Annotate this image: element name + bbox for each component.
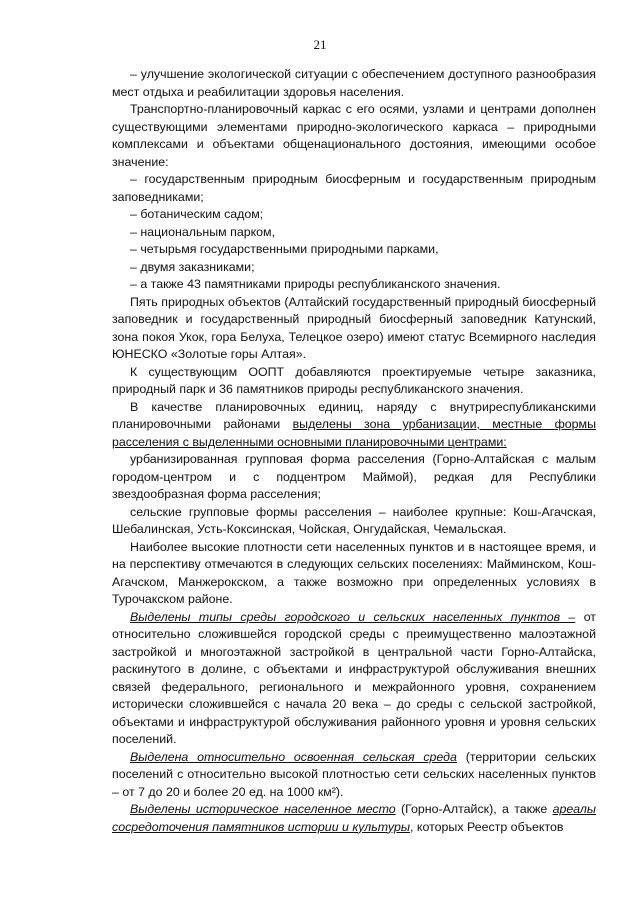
- text-run: (Горно-Алтайск), а также: [395, 802, 553, 816]
- underlined-text: выделены зона урбанизации, местные формы расселения с выделенными основными планировочными центрами:: [112, 417, 596, 449]
- text-run: В качестве планировочных единиц, наряду с внутриреспубликанскими планировочными районами: [112, 399, 596, 431]
- text-run: (территории сельских поселений с относительно высокой плотностью сети сельских населенных пунктов – от 7 до 20 и более 20 ед. на 1000 км²).: [112, 749, 596, 799]
- paragraph: – улучшение экологической ситуации с обеспечением доступного разнообразия мест отдыха и реабилитации здоровья населения.: [112, 67, 596, 99]
- list-item: – двумя заказниками;: [130, 259, 255, 274]
- paragraph: К существующим ООПТ добавляются проектируемые четыре заказника, природный парк и 36 памятников природы республиканского значения.: [112, 364, 596, 396]
- paragraph: [112, 399, 596, 452]
- paragraph: Пять природных объектов (Алтайский государственный природный биосферный заповедник и государственный природный биосферный заповедник Катунский, зона покоя Укок, гора Белуха, Телецкое озеро) имеют статус Всемирного наследия ЮНЕСКО «Золотые горы Алтая».: [112, 294, 596, 361]
- text-run: , которых Реестр объектов: [410, 819, 564, 834]
- paragraph: [112, 801, 596, 836]
- text-run: от относительно сложившейся городской среды с преимущественно малоэтажной застройкой и многоэтажной застройкой в центральной части Горно-Алтайска, раскинутого в долине, с объектами и инфраструктурой обслуживания внешних связей федерального, регионального и межрайонного уровня, сохранением исторически сложившейся с начала 20 века – до среды с сельской застройкой, объектами и инфраструктурой обслуживания районного уровня и уровня сельских поселений.: [112, 609, 596, 746]
- document-body: [112, 66, 596, 836]
- emphasized-text: Выделены типы среды городского и сельских населенных пунктов –: [130, 609, 576, 624]
- paragraph: [112, 749, 596, 802]
- paragraph: [112, 609, 596, 749]
- list-item: – государственным природным биосферным и государственным природным заповедниками;: [112, 172, 596, 204]
- page-number: 21: [313, 37, 327, 52]
- emphasized-text: Выделена относительно освоенная сельская среда: [130, 749, 457, 764]
- paragraph: Наиболее высокие плотности сети населенных пунктов и в настоящее время, и на перспективу отмечаются в следующих сельских поселениях: Майминском, Кош-Агачском, Манжерокском, а также возможно при определенных условиях в Турочакском районе.: [112, 539, 596, 606]
- emphasized-text: Выделены историческое населенное место: [130, 802, 396, 816]
- emphasized-text: ареалы сосредоточения памятников истории и культуры: [112, 802, 596, 834]
- list-item: – ботаническим садом;: [130, 207, 264, 221]
- list-item: – четырьмя государственными природными парками,: [130, 242, 439, 256]
- paragraph: урбанизированная групповая форма расселения (Горно-Алтайская с малым городом-центром и с подцентром Маймой), редкая для Республики звездообразная форма расселения;: [112, 452, 596, 501]
- paragraph: Транспортно-планировочный каркас с его осями, узлами и центрами дополнен существующими элементами природно-экологического каркаса – природными комплексами и объектами общенационального достояния, имеющими особое значение:: [112, 102, 596, 169]
- paragraph: сельские групповые формы расселения – наиболее крупные: Кош-Агачская, Шебалинская, Усть-Коксинская, Чойская, Онгудайская, Чемальская.: [112, 504, 596, 536]
- list-item: – а также 43 памятниками природы республиканского значения.: [130, 277, 501, 291]
- list-item: – национальным парком,: [130, 224, 276, 239]
